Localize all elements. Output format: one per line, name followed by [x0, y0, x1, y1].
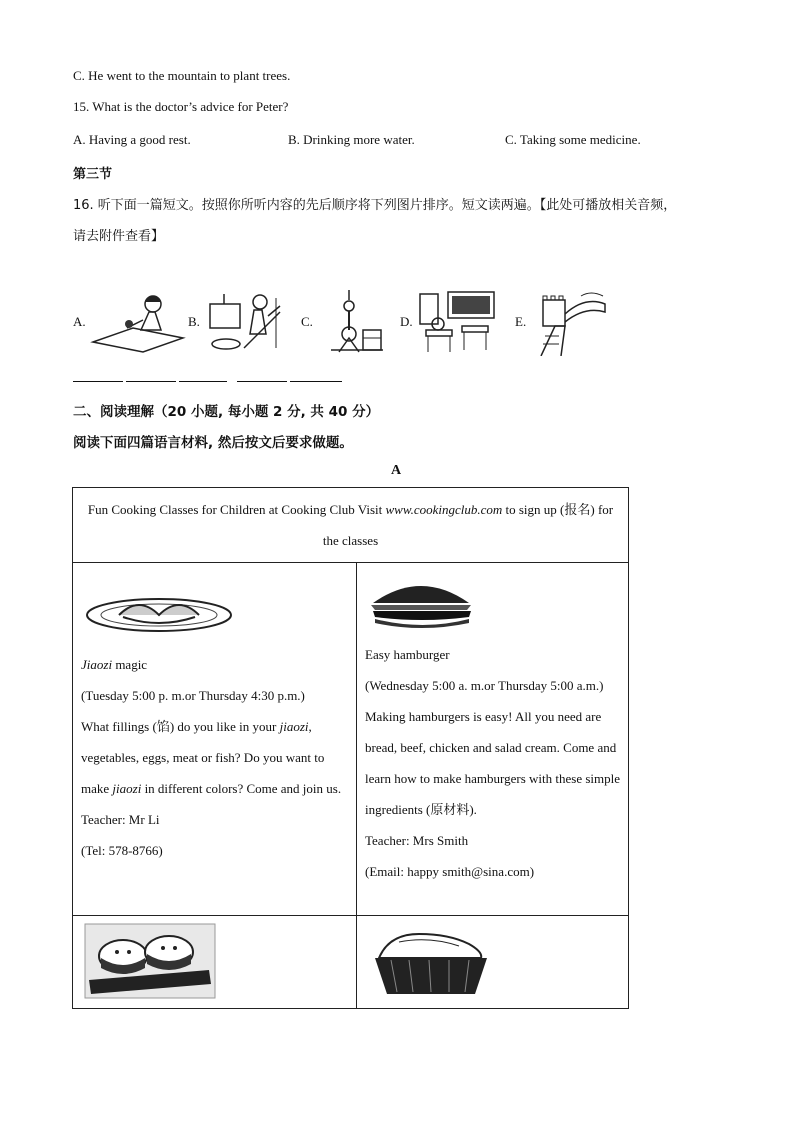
- cooking-club-ad: [72, 487, 629, 1009]
- q15-stem: 15. What is the doctor’s advice for Peter?: [73, 99, 289, 114]
- q16-text-line2: 请去附件查看】: [73, 229, 165, 244]
- ad-header: [73, 488, 629, 563]
- jiaozi-contact: (Tel: 578-8766): [81, 843, 163, 858]
- q14-option-c: C. He went to the mountain to plant trees.: [73, 68, 291, 83]
- hamburger-contact: (Email: happy smith@sina.com): [365, 864, 535, 879]
- hamburger-title: Easy hamburger: [365, 647, 450, 662]
- girl-cleaning-icon: [204, 290, 284, 354]
- ad-url: www.cookingclub.com: [385, 502, 503, 517]
- picture-b-label: B.: [188, 314, 200, 329]
- q15-option-a: A. Having a good rest.: [73, 132, 191, 147]
- great-wall-icon: [537, 290, 609, 356]
- jiaozi-plate-icon: [83, 585, 233, 641]
- picture-c-label: C.: [301, 314, 313, 329]
- q15-option-b: B. Drinking more water.: [288, 132, 415, 147]
- q15-option-c: C. Taking some medicine.: [505, 132, 641, 147]
- section3-title: 第三节: [73, 167, 113, 182]
- answer-blanks: [73, 381, 343, 383]
- hamburger-teacher: Teacher: Mrs Smith: [365, 833, 469, 848]
- picture-options: [73, 290, 633, 360]
- hamburger-description: Making hamburgers is easy! All you need are bread, beef, chicken and salad cream. Come and learn how to make hamburgers with these simple ingredients (原材料).: [365, 709, 621, 817]
- jiaozi-teacher: Teacher: Mr Li: [81, 812, 160, 827]
- girl-writing-icon: [89, 290, 189, 354]
- tv-tower-icon: [317, 290, 387, 354]
- cupcake-cell: [357, 916, 629, 1009]
- jiaozi-time: (Tuesday 5:00 p. m.or Thursday 4:30 p.m.): [81, 688, 305, 703]
- hamburger-icon: [367, 577, 477, 633]
- picture-d-label: D.: [400, 314, 413, 329]
- picture-a-label: A.: [73, 314, 86, 329]
- classroom-study-icon: [418, 290, 498, 354]
- ad-header-text-end: to sign up (报名) for the classes: [322, 502, 614, 548]
- jiaozi-title: Jiaozi magic: [81, 657, 148, 672]
- passage-label: A: [391, 463, 402, 478]
- part2-instructions: 阅读下面四篇语言材料, 然后按文后要求做题。: [73, 435, 353, 451]
- jiaozi-class-cell: [73, 563, 357, 916]
- sushi-cell: [73, 916, 357, 1009]
- cupcake-icon: [369, 928, 493, 1000]
- part2-title: 二、阅读理解（20 小题, 每小题 2 分, 共 40 分）: [73, 404, 380, 420]
- q16-text-line1: 16. 听下面一篇短文。按照你所听内容的先后顺序将下列图片排序。短文读两遍。【此处可播放相关音频，: [73, 198, 677, 213]
- picture-e-label: E.: [515, 314, 527, 329]
- jiaozi-description: What fillings (馅) do you like in your jiaozi, vegetables, eggs, meat or fish? Do you want to make jiaozi in different colors? Come and join us.: [81, 719, 342, 796]
- hamburger-time: (Wednesday 5:00 a. m.or Thursday 5:00 a.m.): [365, 678, 604, 693]
- hamburger-class-cell: [357, 563, 629, 916]
- sushi-rolls-icon: [83, 922, 223, 1002]
- ad-header-text: Fun Cooking Classes for Children at Cooking Club Visit: [87, 502, 386, 517]
